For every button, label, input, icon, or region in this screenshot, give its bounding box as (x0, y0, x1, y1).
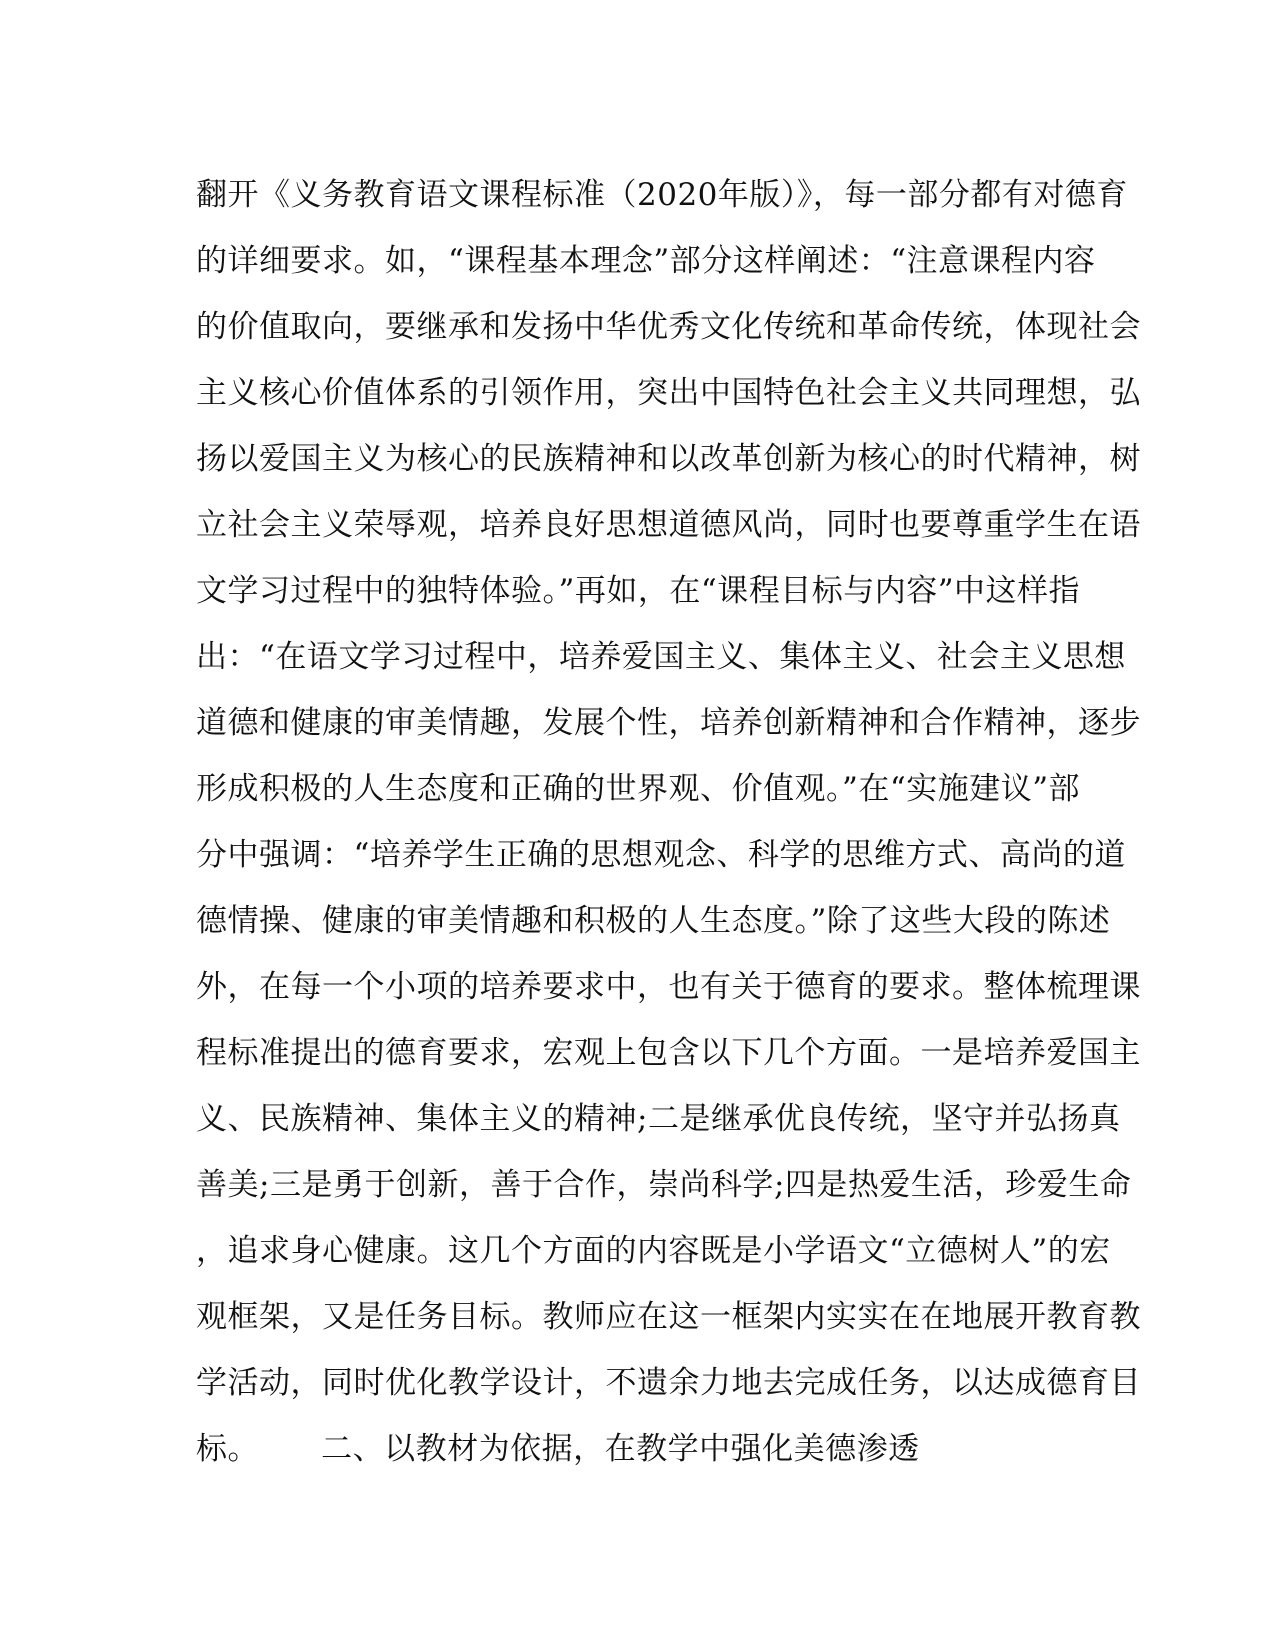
text-line: 的详细要求。如，“课程基本理念”部分这样阐述：“注意课程内容 (196, 243, 1096, 279)
text-line: 翻开《义务教育语文课程标准（2020年版）》，每一部分都有对德育 (196, 177, 1128, 213)
text-line: 的价值取向，要继承和发扬中华优秀文化传统和革命传统，体现社会 (196, 309, 1141, 345)
text-line: 德情操、健康的审美情趣和积极的人生态度。”除了这些大段的陈述 (196, 903, 1111, 939)
text-line: ，追求身心健康。这几个方面的内容既是小学语文“立德树人”的宏 (196, 1233, 1111, 1269)
text-line: 扬以爱国主义为核心的民族精神和以改革创新为核心的时代精神，树 (196, 441, 1141, 477)
text-line: 外，在每一个小项的培养要求中，也有关于德育的要求。整体梳理课 (196, 969, 1141, 1005)
text-line: 观框架，又是任务目标。教师应在这一框架内实实在在地展开教育教 (196, 1299, 1141, 1335)
text-line: 义、民族精神、集体主义的精神;二是继承优良传统，坚守并弘扬真 (196, 1101, 1121, 1137)
text-line: 分中强调：“培养学生正确的思想观念、科学的思维方式、高尚的道 (196, 837, 1126, 873)
text-line: 文学习过程中的独特体验。”再如，在“课程目标与内容”中这样指 (196, 573, 1081, 609)
text-line: 程标准提出的德育要求，宏观上包含以下几个方面。一是培养爱国主 (196, 1035, 1141, 1071)
text-line: 学活动，同时优化教学设计，不遗余力地去完成任务，以达成德育目 (196, 1365, 1141, 1401)
text-line: 善美;三是勇于创新，善于合作，崇尚科学;四是热爱生活，珍爱生命 (196, 1167, 1132, 1203)
text-line: 形成积极的人生态度和正确的世界观、价值观。”在“实施建议”部 (196, 771, 1081, 807)
text-line: 立社会主义荣辱观，培养良好思想道德风尚，同时也要尊重学生在语 (196, 507, 1141, 543)
body-text (196, 162, 1141, 1482)
text-line: 出：“在语文学习过程中，培养爱国主义、集体主义、社会主义思想 (196, 639, 1126, 675)
text-line: 主义核心价值体系的引领作用，突出中国特色社会主义共同理想，弘 (196, 375, 1141, 411)
section-heading-line: 标。 二、以教材为依据，在教学中强化美德渗透 (196, 1431, 920, 1467)
text-line: 道德和健康的审美情趣，发展个性，培养创新精神和合作精神，逐步 (196, 705, 1141, 741)
